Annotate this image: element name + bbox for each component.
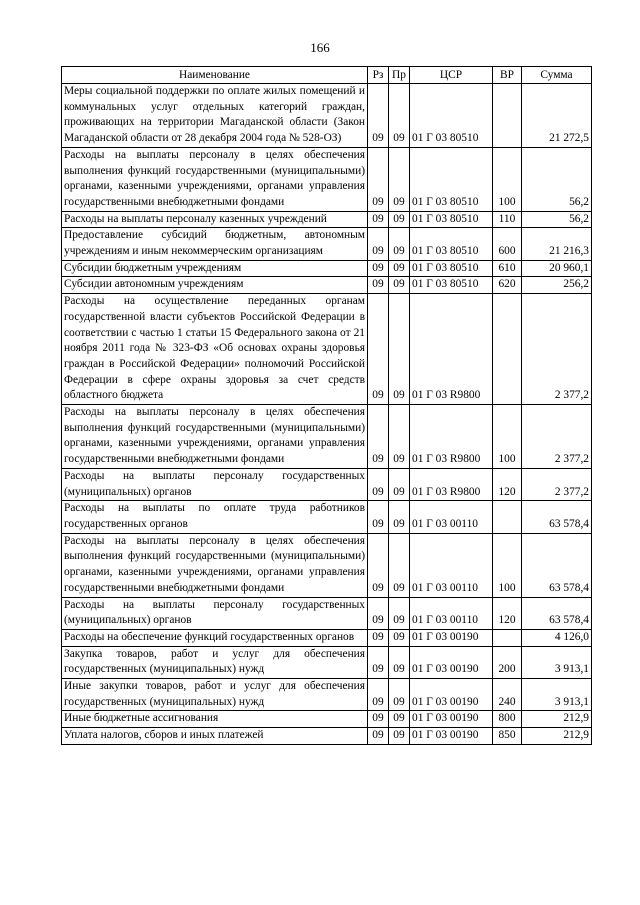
column-header-csr: ЦСР [410, 67, 493, 84]
row-vr-cell: 100 [493, 405, 522, 469]
row-name-cell: Меры социальной поддержки по оплате жилых помещений и коммунальных услуг отдельных категорий граждан, проживающих на территории Магаданской области (Закон Магаданской области от 28 декабря 2004 года № 528-ОЗ) [62, 84, 368, 148]
row-pr-cell: 09 [389, 211, 410, 228]
row-vr-cell: 120 [493, 597, 522, 629]
row-pr-cell: 09 [389, 228, 410, 260]
row-pr-cell: 09 [389, 501, 410, 533]
row-name-cell: Расходы на выплаты по оплате труда работников государственных органов [62, 501, 368, 533]
row-rz-cell: 09 [368, 597, 389, 629]
row-pr-cell: 09 [389, 728, 410, 745]
table-row [62, 728, 592, 745]
row-rz-cell: 09 [368, 501, 389, 533]
row-csr-cell: 01 Г 03 R9800 [410, 468, 493, 500]
row-pr-cell: 09 [389, 597, 410, 629]
column-header-rz: Рз [368, 67, 389, 84]
row-sum-cell: 63 578,4 [522, 533, 592, 597]
row-csr-cell: 01 Г 03 80510 [410, 211, 493, 228]
row-rz-cell: 09 [368, 294, 389, 405]
row-name-cell: Субсидии автономным учреждениям [62, 277, 368, 294]
row-sum-cell: 2 377,2 [522, 405, 592, 469]
row-pr-cell: 09 [389, 629, 410, 646]
row-sum-cell: 212,9 [522, 711, 592, 728]
row-sum-cell: 2 377,2 [522, 468, 592, 500]
table-row [62, 228, 592, 260]
row-vr-cell: 110 [493, 211, 522, 228]
row-sum-cell: 63 578,4 [522, 597, 592, 629]
row-rz-cell: 09 [368, 629, 389, 646]
row-pr-cell: 09 [389, 468, 410, 500]
row-name-cell: Расходы на выплаты персоналу в целях обеспечения выполнения функций государственными (муниципальными) органами, казенными учреждениями, органами управления государственными внебюджетными фондами [62, 147, 368, 211]
row-name-cell: Субсидии бюджетным учреждениям [62, 260, 368, 277]
row-sum-cell: 56,2 [522, 147, 592, 211]
row-name-cell: Расходы на выплаты персоналу государственных (муниципальных) органов [62, 597, 368, 629]
row-rz-cell: 09 [368, 728, 389, 745]
table-row [62, 679, 592, 711]
table-row [62, 533, 592, 597]
row-rz-cell: 09 [368, 211, 389, 228]
column-header-sum: Сумма [522, 67, 592, 84]
row-csr-cell: 01 Г 03 00190 [410, 728, 493, 745]
row-sum-cell: 4 126,0 [522, 629, 592, 646]
row-pr-cell: 09 [389, 711, 410, 728]
table-row [62, 277, 592, 294]
row-vr-cell: 100 [493, 147, 522, 211]
row-csr-cell: 01 Г 03 80510 [410, 277, 493, 294]
row-vr-cell: 100 [493, 533, 522, 597]
row-name-cell: Закупка товаров, работ и услуг для обеспечения государственных (муниципальных) нужд [62, 646, 368, 678]
row-vr-cell: 850 [493, 728, 522, 745]
row-name-cell: Расходы на выплаты персоналу государственных (муниципальных) органов [62, 468, 368, 500]
row-rz-cell: 09 [368, 228, 389, 260]
row-csr-cell: 01 Г 03 80510 [410, 228, 493, 260]
row-vr-cell: 200 [493, 646, 522, 678]
row-csr-cell: 01 Г 03 00110 [410, 501, 493, 533]
row-name-cell: Расходы на выплаты персоналу в целях обеспечения выполнения функций государственными (муниципальными) органами, казенными учреждениями, органами управления государственными внебюджетными фондами [62, 533, 368, 597]
row-sum-cell: 256,2 [522, 277, 592, 294]
row-rz-cell: 09 [368, 533, 389, 597]
row-pr-cell: 09 [389, 679, 410, 711]
row-vr-cell [493, 501, 522, 533]
table-row [62, 147, 592, 211]
row-name-cell: Расходы на осуществление переданных органам государственной власти субъектов Российской Федерации в соответствии с частью 1 статьи 15 Федерального закона от 21 ноября 2011 года № 323-ФЗ «Об основах охраны здоровья граждан в Российской Федерации» полномочий Российской Федерации в сфере охраны здоровья за счет средств областного бюджета [62, 294, 368, 405]
row-name-cell: Расходы на обеспечение функций государственных органов [62, 629, 368, 646]
row-sum-cell: 3 913,1 [522, 646, 592, 678]
table-row [62, 211, 592, 228]
row-vr-cell: 620 [493, 277, 522, 294]
row-pr-cell: 09 [389, 294, 410, 405]
row-pr-cell: 09 [389, 260, 410, 277]
row-vr-cell: 610 [493, 260, 522, 277]
row-vr-cell [493, 629, 522, 646]
row-csr-cell: 01 Г 03 00190 [410, 629, 493, 646]
table-row [62, 501, 592, 533]
row-sum-cell: 21 272,5 [522, 84, 592, 148]
table-body [62, 84, 592, 745]
row-vr-cell: 120 [493, 468, 522, 500]
table-row [62, 629, 592, 646]
row-sum-cell: 63 578,4 [522, 501, 592, 533]
row-vr-cell: 600 [493, 228, 522, 260]
row-pr-cell: 09 [389, 646, 410, 678]
table-row [62, 260, 592, 277]
row-csr-cell: 01 Г 03 00110 [410, 533, 493, 597]
row-pr-cell: 09 [389, 533, 410, 597]
row-csr-cell: 01 Г 03 00190 [410, 679, 493, 711]
row-rz-cell: 09 [368, 405, 389, 469]
row-csr-cell: 01 Г 03 00110 [410, 597, 493, 629]
row-vr-cell [493, 84, 522, 148]
row-sum-cell: 56,2 [522, 211, 592, 228]
row-csr-cell: 01 Г 03 00190 [410, 711, 493, 728]
row-rz-cell: 09 [368, 260, 389, 277]
row-name-cell: Иные закупки товаров, работ и услуг для обеспечения государственных (муниципальных) нужд [62, 679, 368, 711]
column-header-name: Наименование [62, 67, 368, 84]
page-number: 166 [310, 40, 330, 55]
row-vr-cell: 800 [493, 711, 522, 728]
table-header-row [62, 67, 592, 84]
row-vr-cell: 240 [493, 679, 522, 711]
row-pr-cell: 09 [389, 405, 410, 469]
row-rz-cell: 09 [368, 711, 389, 728]
row-sum-cell: 212,9 [522, 728, 592, 745]
row-sum-cell: 21 216,3 [522, 228, 592, 260]
row-csr-cell: 01 Г 03 80510 [410, 84, 493, 148]
row-csr-cell: 01 Г 03 00190 [410, 646, 493, 678]
row-pr-cell: 09 [389, 277, 410, 294]
row-name-cell: Иные бюджетные ассигнования [62, 711, 368, 728]
row-pr-cell: 09 [389, 147, 410, 211]
row-vr-cell [493, 294, 522, 405]
column-header-vr: ВР [493, 67, 522, 84]
row-rz-cell: 09 [368, 468, 389, 500]
row-pr-cell: 09 [389, 84, 410, 148]
row-csr-cell: 01 Г 03 R9800 [410, 405, 493, 469]
row-sum-cell: 20 960,1 [522, 260, 592, 277]
row-csr-cell: 01 Г 03 80510 [410, 260, 493, 277]
table-row [62, 405, 592, 469]
table-row [62, 646, 592, 678]
row-name-cell: Предоставление субсидий бюджетным, автономным учреждениям и иным некоммерческим организациям [62, 228, 368, 260]
table-row [62, 597, 592, 629]
row-rz-cell: 09 [368, 679, 389, 711]
row-csr-cell: 01 Г 03 R9800 [410, 294, 493, 405]
row-sum-cell: 2 377,2 [522, 294, 592, 405]
table-row [62, 711, 592, 728]
row-sum-cell: 3 913,1 [522, 679, 592, 711]
table-row [62, 468, 592, 500]
column-header-pr: Пр [389, 67, 410, 84]
row-rz-cell: 09 [368, 277, 389, 294]
budget-table [61, 66, 592, 745]
row-rz-cell: 09 [368, 646, 389, 678]
row-csr-cell: 01 Г 03 80510 [410, 147, 493, 211]
row-name-cell: Уплата налогов, сборов и иных платежей [62, 728, 368, 745]
table-row [62, 294, 592, 405]
table-row [62, 84, 592, 148]
row-rz-cell: 09 [368, 84, 389, 148]
row-name-cell: Расходы на выплаты персоналу казенных учреждений [62, 211, 368, 228]
row-rz-cell: 09 [368, 147, 389, 211]
row-name-cell: Расходы на выплаты персоналу в целях обеспечения выполнения функций государственными (муниципальными) органами, казенными учреждениями, органами управления государственными внебюджетными фондами [62, 405, 368, 469]
